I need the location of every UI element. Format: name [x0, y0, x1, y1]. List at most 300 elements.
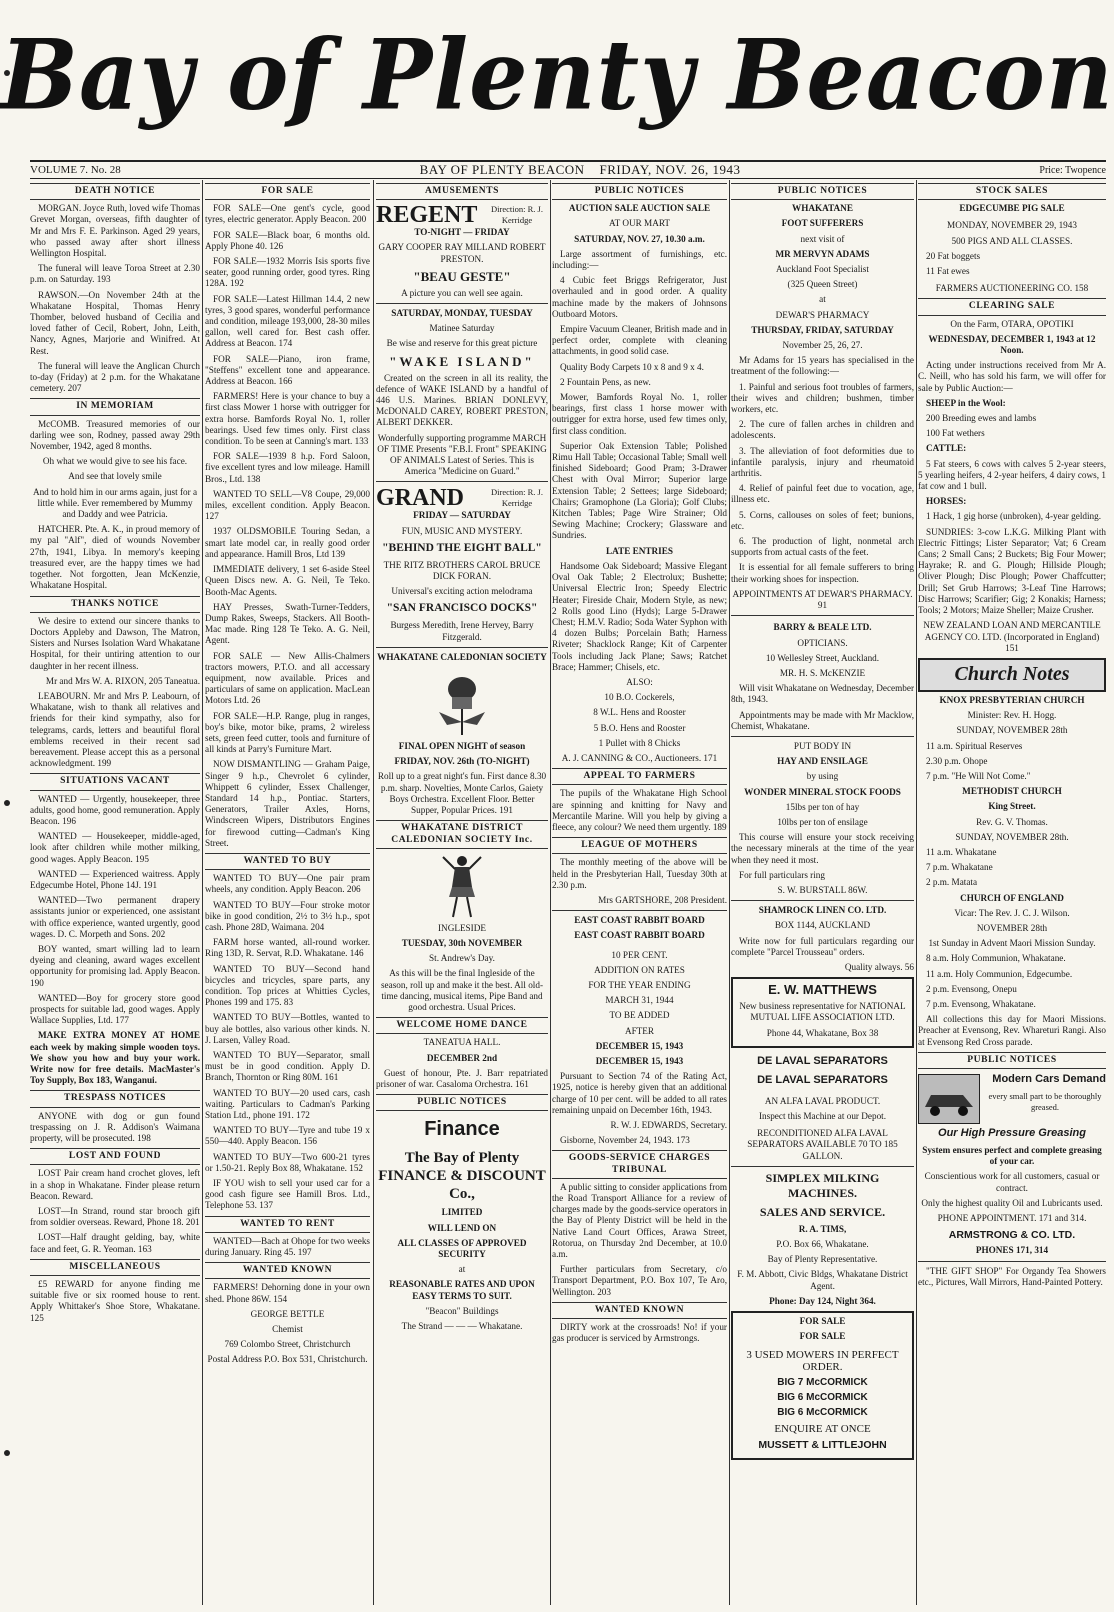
armstrong-heading: Modern Cars Demand: [992, 1072, 1106, 1085]
church-text: 11 a.m. Whakatane: [926, 846, 997, 857]
mower-model: BIG 6 McCORMICK: [777, 1392, 868, 1404]
column-3: [376, 180, 548, 1605]
film-listing: SATURDAY, MONDAY, TUESDAY: [391, 308, 533, 319]
finance-text: REASONABLE RATES AND UPON EASY TERMS TO SUIT.: [389, 1279, 535, 1301]
film-listing: Be wise and reserve for this great picture: [386, 338, 538, 349]
church-text: Rev. G. V. Thomas.: [976, 816, 1048, 827]
auction-text: 2 Fountain Pens, as new.: [560, 376, 651, 387]
section-heading: FOR SALE: [205, 183, 370, 200]
rates-text: Pursuant to Section 74 of the Rating Act, 1925, notice is hereby given that an additional charge of 10 per cent. will be added to all rates remaining unpaid on December 16th, 1943.: [552, 1071, 727, 1115]
section-heading: LEAGUE OF MOTHERS: [552, 837, 727, 854]
foot-ad-line: Auckland Foot Specialist: [776, 264, 869, 275]
column-rule: [729, 180, 730, 1605]
divider: [731, 1166, 914, 1167]
regent-title: REGENT: [376, 202, 478, 229]
finance-text: The Strand — — — Whakatane.: [401, 1320, 523, 1331]
church-text: 11 a.m. Spiritual Reserves: [926, 740, 1023, 751]
event-text: INGLESIDE: [438, 922, 486, 933]
rates-date: DECEMBER 15, 1943: [595, 1040, 684, 1051]
classified-ad: WANTED TO BUY—Tyre and tube 19 x 550—440. Apply Beacon. 156: [205, 1125, 370, 1147]
auction-text: 4 Cubic feet Briggs Refrigerator, Just overhauled and in good order. A quality machine made by the makers of Johnsons Outboard Motors.: [552, 275, 727, 319]
classified-ad: LOST—Half draught gelding, bay, white face and feet, G. R. Yeoman. 163: [30, 1232, 200, 1254]
stock-sale-date: MONDAY, NOVEMBER 29, 1943: [947, 220, 1077, 231]
notice-text: The pupils of the Whakatane High School are spinning and knitting for Navy and Mercantile Marine. Will you help by giving a fleece, any colour? We need them urgently. 189: [552, 788, 727, 832]
simplex-text: F. M. Abbott, Civic Bldgs, Whakatane District Agent.: [737, 1269, 908, 1291]
rabbit-board-heading: EAST COAST RABBIT BOARD: [574, 915, 705, 926]
advert-line: 769 Colombo Street, Christchurch: [224, 1339, 351, 1350]
simplex-text: Phone: Day 124, Night 364.: [769, 1295, 876, 1306]
stock-food-text: For full particulars ring: [739, 869, 825, 880]
verse-line: Oh what we would give to see his face.: [42, 456, 188, 467]
auction-text: Handsome Oak Sideboard; Massive Elegant Oval Oak Table; 2 Electrolux; Bushette; Universal Electric Iron; Speedy Electric Heater; Fireside Chair, Modern Style, as new; 2 Rolls good Lino (Hyds); Large 5-Drawer Chest; H.M.V. Radio; Soda Water Syphon with 4 dozen Bulbs; Porcelain Bath; Harness Riveter; Shacklock Range; Kit of Carpenter Tools including Jack Plane; Saws; Ratchet Brace; Hammer; Chisels, etc.: [552, 560, 727, 672]
classified-ad: WANTED — Housekeeper, middle-aged, look after children while mother milking, good wages. Apply Beacon. 195: [30, 831, 200, 864]
stock-food-text: 10lbs per ton of ensilage: [777, 816, 868, 827]
matthews-name: E. W. MATTHEWS: [768, 982, 877, 998]
film-listing: THE RITZ BROTHERS CAROL BRUCE DICK FORAN.: [383, 559, 541, 582]
armstrong-text: System ensures perfect and complete greasing of your car.: [922, 1144, 1102, 1167]
stock-food-text: WONDER MINERAL STOCK FOODS: [744, 786, 901, 797]
section-heading: STOCK SALES: [918, 183, 1106, 200]
event-text: As this will be the final Ingleside of the season, roll up and make it the best. All old-time dancing, musical items, Pipe Band and good orchestra. Usual Prices.: [380, 968, 544, 1012]
section-heading: PUBLIC NOTICES: [731, 183, 914, 200]
stock-sale-text: 20 Fat boggets: [926, 250, 981, 261]
divider: [376, 481, 548, 482]
classified-ad: FARMERS! Dehorning done in your own shed. Phone 86W. 154: [205, 1282, 370, 1304]
film-listing: TO-NIGHT — FRIDAY: [414, 227, 510, 238]
finance-text: LIMITED: [441, 1207, 483, 1218]
section-heading: WANTED KNOWN: [552, 1302, 727, 1319]
film-listing: Burgess Meredith, Irene Hervey, Barry Fitzgerald.: [390, 620, 534, 642]
foot-ad-line: WHAKATANE: [792, 203, 853, 214]
classified-ad: FOR SALE—One gent's cycle, good tyres, electric generator. Apply Beacon. 200: [205, 203, 370, 225]
notice-text: McCOMB. Treasured memories of our darling wee son, Rodney, passed away 29th November, 1942, aged 8 months.: [30, 418, 200, 452]
foot-ad-text: 6. The production of light, nonmetal arch supports from actual casts of the feet.: [731, 536, 914, 558]
event-text: Guest of honour, Pte. J. Barr repatriated prisoner of war. Casaloma Orchestra. 161: [376, 1067, 548, 1089]
section-heading: WELCOME HOME DANCE: [376, 1017, 548, 1034]
divider: [376, 303, 548, 304]
verse-line: And to hold him in our arms again, just for a little while. Ever remembered by Mummy and Daddy and wee Patricia.: [32, 486, 198, 520]
thistle-icon: [427, 667, 497, 737]
film-listing: FUN, MUSIC AND MYSTERY.: [401, 525, 523, 536]
notice-text: MORGAN. Joyce Ruth, loved wife Thomas Grevet Morgan, overseas, fifth daughter of Mr and Mrs F. E. Parkinson. Aged 29 years, who passed away after short illness Wellington Hospital.: [30, 203, 200, 259]
rabbit-board-heading: EAST COAST RABBIT BOARD: [574, 930, 705, 941]
section-heading: SITUATIONS VACANT: [30, 773, 200, 790]
armstrong-text: every small part to be thoroughly greased.: [988, 1090, 1102, 1113]
notice-text: DIRTY work at the crossroads! No! if your gas producer is serviced by Armstrongs.: [552, 1322, 727, 1344]
classified-ad: WANTED TO BUY—20 used cars, cash waiting. Particulars to Cadman's Parking Station Ltd., phone 191. 172: [205, 1087, 370, 1121]
de-laval-text: Inspect this Machine at our Depot.: [758, 1110, 887, 1121]
finance-text: ALL CLASSES OF APPROVED SECURITY: [397, 1237, 527, 1259]
stock-food-text: PUT BODY IN: [793, 740, 852, 751]
foot-ad-line: THURSDAY, FRIDAY, SATURDAY: [751, 324, 894, 335]
clearing-subheading: SHEEP in the Wool:: [926, 397, 1006, 408]
clearing-subheading: HORSES:: [926, 496, 967, 507]
auction-heading: AUCTION SALE AUCTION SALE: [568, 203, 711, 214]
foot-ad-text: It is essential for all female sufferers to bring their working shoes for inspection.: [731, 562, 914, 584]
event-text: Roll up to a great night's fun. First dance 8.30 p.m. sharp. Novelties, Monte Carlos, Gaiety Boys Orchestra. Excellent Floor. Better Supper, Popular Prices. 191: [377, 771, 547, 816]
mower-heading: FOR SALE: [799, 1316, 846, 1327]
linen-text: Quality always. 56: [844, 961, 914, 972]
foot-ad-line: FOOT SUFFERERS: [781, 218, 864, 229]
auction-text: 1 Pullet with 8 Chicks: [598, 737, 681, 748]
section-heading: WANTED TO BUY: [205, 853, 370, 870]
event-text: FINAL OPEN NIGHT of season: [398, 741, 526, 752]
church-text: King Street.: [988, 801, 1036, 812]
church-notes-banner: Church Notes: [918, 658, 1106, 692]
stock-food-text: This course will ensure your stock receiving the necessary minerals at the time of the year when they need it most.: [731, 832, 914, 865]
grand-title: GRAND: [376, 485, 464, 512]
mower-model: BIG 6 McCORMICK: [777, 1407, 868, 1419]
advert-line: Postal Address P.O. Box 531, Christchurch.: [207, 1354, 368, 1365]
matthews-ad: [731, 977, 914, 1048]
notice-signature: Mr and Mrs W. A. RIXON, 205 Taneatua.: [45, 675, 200, 686]
section-heading: TRESPASS NOTICES: [30, 1090, 200, 1107]
armstrong-ad: [918, 1072, 1106, 1257]
masthead-title: Bay of Plenty Beacon: [0, 18, 1114, 132]
classified-ad: FOR SALE—Piano, iron frame, "Steffens" excellent tone and appearance. Address at Beacon. 166: [205, 353, 370, 387]
auction-date: SATURDAY, NOV. 27, 10.30 a.m.: [574, 233, 705, 244]
classified-ad: FOR SALE—1932 Morris Isis sports five seater, good running order, good tyres. Ring 128A. 192: [205, 256, 370, 289]
classified-ad: WANTED TO BUY—Four stroke motor bike in good condition, 2½ to 3½ h.p., spot cash. Phone 28D, Waimana. 204: [205, 899, 370, 932]
foot-ad-text: 2. The cure of fallen arches in children and adolescents.: [731, 419, 914, 441]
auction-text: Quality Body Carpets 10 x 8 and 9 x 4.: [560, 361, 704, 372]
section-heading: PUBLIC NOTICES: [918, 1052, 1106, 1069]
classified-ad: WANTED TO BUY—Second hand bicycles and tricycles, spare parts, any condition. Top prices at Whitties Cycles, Phones 199 and 175. 83: [205, 963, 370, 1008]
foot-ad-text: APPOINTMENTS AT DEWAR'S PHARMACY. 91: [732, 588, 913, 611]
mower-text: ENQUIRE AT ONCE: [774, 1423, 871, 1436]
section-heading: DEATH NOTICE: [30, 183, 200, 200]
notice-text: We desire to extend our sincere thanks to Doctors Appleby and Dawson, The Matron, Sisters and Nurses Isolation Ward Whakatane Hospital, for their untiring attention to our daughter in her recent illness.: [30, 615, 200, 671]
church-text: SUNDAY, NOVEMBER 28th: [956, 725, 1068, 736]
church-name: KNOX PRESBYTERIAN CHURCH: [939, 694, 1085, 705]
armstrong-phone: PHONES 171, 314: [975, 1245, 1049, 1256]
section-heading: WANTED TO RENT: [205, 1216, 370, 1233]
clearing-date: WEDNESDAY, DECEMBER 1, 1943 at 12 Noon.: [928, 333, 1096, 356]
armstrong-name: ARMSTRONG & CO. LTD.: [948, 1229, 1076, 1242]
column-rule: [916, 180, 917, 1605]
notice-text: The funeral will leave the Anglican Church to-day (Friday) at 2 p.m. for the Whakatane cemetery. 207: [30, 360, 200, 394]
de-laval-text: AN ALFA LAVAL PRODUCT.: [764, 1095, 881, 1106]
classified-ad: WANTED—Two permanent drapery assistants junior or experienced, one assistant with office experience, wanted urgently, good wages. D. C. Morpeth and Sons. 202: [30, 895, 200, 939]
classified-ad: WANTED TO BUY—One pair pram wheels, any condition. Apply Beacon. 206: [205, 873, 370, 895]
foot-ad-text: 4. Relief of painful feet due to vocation, age, illness etc.: [731, 483, 914, 505]
armstrong-heading: Our High Pressure Greasing: [938, 1126, 1086, 1139]
section-heading: CLEARING SALE: [918, 298, 1106, 315]
dateline: [30, 160, 1106, 179]
classified-ad: WANTED—Boy for grocery store good prospects for suitable lad, good wages. Apply Wallace Supplies, Ltd. 177: [30, 992, 200, 1026]
column-4: [552, 180, 727, 1605]
rates-text: ADDITION ON RATES: [594, 964, 685, 975]
section-heading: APPEAL TO FARMERS: [552, 768, 727, 785]
armstrong-text: Only the highest quality Oil and Lubricants used.: [921, 1197, 1103, 1208]
church-text: 1st Sunday in Advent Maori Mission Sunday.: [928, 938, 1096, 949]
section-heading: WHAKATANE DISTRICT CALEDONIAN SOCIETY Inc.: [376, 820, 548, 848]
armstrong-text: Conscientious work for all customers, casual or contract.: [924, 1171, 1100, 1193]
issue-date: FRIDAY, NOV. 26, 1943: [599, 162, 741, 177]
church-text: NOVEMBER 28th: [976, 922, 1048, 933]
paper-name: BAY OF PLENTY BEACON: [419, 162, 585, 177]
section-heading: LOST AND FOUND: [30, 1148, 200, 1165]
simplex-text: Bay of Plenty Representative.: [767, 1254, 878, 1265]
film-listing: A picture you can well see again.: [401, 287, 523, 298]
classified-ad: FOR SALE—Black boar, 6 months old. Apply Phone 40. 126: [205, 229, 370, 251]
foot-ad-text: 5. Corns, callouses on soles of feet; bunions, etc.: [731, 509, 914, 531]
mower-text: 3 USED MOWERS IN PERFECT ORDER.: [746, 1349, 899, 1373]
grand-header: [376, 486, 548, 510]
event-heading: WHAKATANE CALEDONIAN SOCIETY: [377, 651, 547, 662]
church-text: SUNDAY, NOVEMBER 28th.: [955, 831, 1069, 842]
notice-text: Gisborne, November 24, 1943. 173: [560, 1135, 690, 1146]
advert-line: GEORGE BETTLE: [250, 1308, 325, 1319]
car-icon: [918, 1074, 980, 1124]
classified-ad: WANTED — Experienced waitress. Apply Edgecumbe Hotel, Phone 14J. 191: [30, 868, 200, 890]
mower-ad: [731, 1311, 914, 1460]
finance-text: at: [458, 1264, 466, 1275]
linen-text: Write now for full particulars regarding our complete "Parcel Trousseau" orders.: [731, 935, 914, 957]
stock-food-text: S. W. BURSTALL 86W.: [777, 884, 868, 895]
stock-sale-heading: EDGECUMBE PIG SALE: [959, 203, 1065, 214]
simplex-text: P.O. Box 66, Whakatane.: [776, 1239, 869, 1249]
optician-text: MR. H. S. McKENZIE: [779, 667, 866, 678]
divider: [918, 1261, 1106, 1262]
auction-text: AT OUR MART: [608, 218, 671, 229]
foot-ad-line: MR MERVYN ADAMS: [775, 248, 870, 259]
clearing-text: On the Farm, OTARA, OPOTIKI: [950, 318, 1074, 329]
classified-ad: LOST—In Strand, round star brooch gift from soldier overseas. Reward, Phone 18. 201: [30, 1206, 200, 1228]
church-text: 7 p.m. Whakatane: [926, 862, 993, 873]
finance-company: The Bay of Plenty FINANCE & DISCOUNT Co.,: [378, 1150, 546, 1203]
divider: [731, 900, 914, 901]
simplex-heading: SIMPLEX MILKING MACHINES.: [765, 1170, 880, 1200]
divider: [731, 615, 914, 616]
rates-text: 10 PER CENT.: [611, 949, 668, 960]
church-text: 2 p.m. Evensong, Onepu: [926, 983, 1017, 994]
auction-text: Superior Oak Extension Table; Polished Rimu Hall Table; Occasional Table; Small well finished Sideboard; Good Pram; 3-Drawer Chest with Oval Mirror; Superior large Extension Table; 2 Settees; large Sideboard; Chairs; Gramophone (La Gloria); Golf Clubs; Kitchen Tables; Page Wire Strainer; Old Sewing Machine; Crockery; Glassware and Sundries.: [552, 440, 727, 541]
film-listing: Created on the screen in all its reality, the defence of WAKE ISLAND by a handful of 446 U.S. Marines. BRIAN DONLEVY, McDONALD CAREY, ROBERT PRESTON, ALBERT DEKKER.: [376, 372, 548, 428]
column-6: [918, 180, 1106, 1605]
clearing-text: 100 Fat wethers: [926, 428, 985, 439]
de-laval-heading: DE LAVAL SEPARATORS: [757, 1054, 888, 1067]
foot-ad-text: 1. Painful and serious foot troubles of farmers, their wives and children; bushmen, timber workers, etc.: [731, 381, 914, 415]
finance-text: WILL LEND ON: [427, 1222, 497, 1233]
rates-text: AFTER: [624, 1025, 655, 1036]
divider: [731, 736, 914, 737]
linen-text: BOX 1144, AUCKLAND: [774, 920, 871, 931]
church-text: 2 p.m. Matata: [926, 877, 978, 888]
section-heading: IN MEMORIAM: [30, 398, 200, 415]
foot-ad-line: next visit of: [800, 233, 845, 244]
section-heading: WANTED KNOWN: [205, 1262, 370, 1279]
column-rule: [373, 180, 374, 1605]
classified-ad: WANTED TO BUY—Separator, small must be in good condition. Apply D. Branch, Thornton or Ring 80M. 161: [205, 1050, 370, 1083]
classified-ad: WANTED TO BUY—Bottles, wanted to buy ale bottles, also various other kinds. N. J. Larsen, Valley Road.: [205, 1012, 370, 1045]
section-heading: GOODS-SERVICE CHARGES TRIBUNAL: [552, 1150, 727, 1178]
linen-heading: SHAMROCK LINEN CO. LTD.: [758, 905, 887, 916]
classified-ad: NOW DISMANTLING — Graham Paige, Singer 9 h.p., Chevrolet 6 cylinder, Whippett 6 cylinder, Essex Challenger, Standard 14 h.p., Pontiac. Starters, Generators, Trailer Axles, Horns, Windscreen Wipers, Distributors Engines for firewood cutting—Cadman's King Street.: [205, 759, 370, 848]
notice-text: LEABOURN. Mr and Mrs P. Leabourn, of Whakatane, wish to thank all relatives and friends for their kind sympathy, also for telegrams, cards, letters and beautiful floral emblems received in their recent sad bereavement. Please accept this as a personal acknowledgment. 199: [30, 690, 200, 769]
binding-hole-mark: [4, 800, 10, 806]
film-listing: GARY COOPER RAY MILLAND ROBERT PRESTON.: [378, 242, 546, 264]
optician-text: Appointments may be made with Mr Macklow, Chemist, Whakatane.: [731, 709, 914, 731]
section-heading: THANKS NOTICE: [30, 596, 200, 613]
divider: [376, 647, 548, 648]
film-title: "SAN FRANCISCO DOCKS": [386, 602, 538, 615]
notice-text: HATCHER. Pte. A. K., in proud memory of my pal "Alf", died of wounds November 27th, 1941, Libya. In memory's keeping treasured ever, are the happy times we had together. Not forgotten, Jean McKenzie, Whakatane Hospital.: [30, 524, 200, 591]
regent-director: Direction: R. J. Kerridge: [491, 204, 543, 226]
volume-number: VOLUME 7. No. 28: [30, 164, 121, 176]
classified-ad: ANYONE with dog or gun found trespassing on J. R. Addison's Waimana property, will be prosecuted. 198: [30, 1110, 200, 1144]
armstrong-text: PHONE APPOINTMENT. 171 and 314.: [937, 1213, 1087, 1223]
classified-ad: 1937 OLDSMOBILE Touring Sedan, a smart late model car, in really good order and appearance. Hamill Bros, Ltd 139: [205, 526, 370, 559]
optician-heading: BARRY & BEALE LTD.: [773, 622, 872, 633]
optician-text: OPTICIANS.: [797, 637, 848, 648]
masthead: [0, 0, 1114, 160]
auction-text: 10 B.O. Cockerels,: [604, 692, 675, 703]
notice-text: A public sitting to consider applications from the Road Transport Alliance for a review of charges made by the goods-service operators in the Bay of Plenty District will be held in the Native Land Court Offices, Arawa Street, Rotorua, on Thursday 2nd December, at 10.0 a.m.: [552, 1181, 727, 1260]
film-listing: Matinee Saturday: [429, 323, 495, 334]
event-date: TUESDAY, 30th NOVEMBER: [401, 937, 523, 948]
foot-ad-line: November 25, 26, 27.: [782, 340, 863, 351]
auction-text: ALSO:: [626, 676, 653, 687]
rates-date: DECEMBER 15, 1943: [595, 1056, 684, 1066]
auction-text: Mower, Bamfords Royal No. 1, roller bearings, first class 1 horse mower with outrigger for extra horse, used few times only, first class condition.: [552, 392, 727, 436]
event-text: TANEATUA HALL.: [423, 1037, 501, 1048]
classified-ad: FOR SALE—H.P. Range, plug in ranges, boy's bike, motor bike, prams, 2 wireless sets, green feed cutter, tools and furniture of all kinds at Parry's Furniture Mart.: [205, 710, 370, 755]
clearing-text: 200 Breeding ewes and lambs: [926, 413, 1037, 424]
church-text: All collections this day for Maori Missions. Preacher at Evensong, Rev. Whareturi Rangi. Also at Evensong Red Cross parade.: [918, 1014, 1106, 1047]
foot-ad-line: DEWAR'S PHARMACY: [775, 309, 870, 320]
mower-dealer: MUSSETT & LITTLEJOHN: [758, 1438, 887, 1451]
rates-text: FOR THE YEAR ENDING: [588, 979, 691, 990]
film-title: "WAKE ISLAND": [389, 353, 535, 369]
clearing-subheading: CATTLE:: [926, 443, 967, 454]
auction-text: Large assortment of furnishings, etc. including:—: [552, 248, 727, 271]
classified-ad: FOR SALE—1939 8 h.p. Ford Saloon, five excellent tyres and low mileage. Hamill Bros., Ltd. 138: [205, 451, 370, 484]
finance-heading: Finance: [424, 1118, 500, 1141]
column-5: [731, 180, 914, 1605]
de-laval-heading: DE LAVAL SEPARATORS: [757, 1073, 888, 1086]
stock-sale-text: 500 PIGS AND ALL CLASSES.: [951, 235, 1073, 246]
classified-ad: HAY Presses, Swath-Turner-Tedders, Dump Rakes, Sweeps, Stackers. All Booth-Mac made. Ring 128 Te Teko. A. G. Neil, Agent.: [205, 601, 370, 646]
notice-text: Further particulars from Secretary, c/o Transport Department, P.O. Box 107, Te Aro, Wellington. 203: [552, 1264, 727, 1297]
rates-text: MARCH 31, 1944: [605, 995, 674, 1006]
simplex-text: R. A. TIMS,: [798, 1223, 847, 1234]
stock-sale-text: 11 Fat ewes: [926, 266, 970, 277]
notice-text: The monthly meeting of the above will be held in the Presbyterian Hall, Tuesday 30th at 2.30 p.m.: [552, 857, 727, 890]
film-listing: Wonderfully supporting programme MARCH OF TIME Presents "F.B.I. Front" SPEAKING OF ANIMALS Latest of Series. This is America "Medicine on Guard.": [377, 432, 547, 477]
church-name: CHURCH OF ENGLAND: [960, 892, 1064, 903]
foot-ad-line: (325 Queen Street): [787, 279, 858, 290]
section-heading: MISCELLANEOUS: [30, 1259, 200, 1276]
classified-ad: WANTED—Bach at Ohope for two weeks during January. Ring 45. 197: [205, 1235, 370, 1258]
classified-ad: LOST Pair cream hand crochet gloves, left in a shop in Whakatane. Finder please return Beacon. Reward.: [30, 1168, 200, 1201]
simplex-heading: SALES AND SERVICE.: [759, 1204, 886, 1219]
section-heading: PUBLIC NOTICES: [376, 1094, 548, 1111]
classified-ad: MAKE EXTRA MONEY AT HOME each week by making simple wooden toys. We show you how and buy your work. Write now for free details. MacMaster's Toy Supply, Box 183, Wanganui.: [30, 1030, 200, 1086]
church-text: Vicar: The Rev. J. C. J. Wilson.: [954, 907, 1070, 918]
rates-text: TO BE ADDED: [609, 1010, 670, 1021]
classified-ad: FOR SALE—Latest Hillman 14.4, 2 new tyres, 3 good spares, wonderful performance and condition, mileage 193,000, 28-30 miles gallon, well cared for. Best cash offer. Address at Beacon. 174: [205, 293, 370, 349]
church-name: METHODIST CHURCH: [962, 786, 1062, 797]
notice-signature: R. W. J. EDWARDS, Secretary.: [610, 1120, 727, 1131]
event-date: DECEMBER 2nd: [426, 1052, 498, 1063]
column-rule: [550, 180, 551, 1605]
film-listing: FRIDAY — SATURDAY: [413, 510, 511, 521]
classified-ad: FARM horse wanted, all-round worker. Ring 13D, R. Servat, R.D. Whakatane. 146: [205, 937, 370, 959]
notice-signature: Mrs GARTSHORE, 208 President.: [598, 894, 727, 905]
stock-food-text: 15lbs per ton of hay: [785, 801, 860, 812]
mower-heading: FOR SALE: [799, 1331, 846, 1342]
church-text: 2.30 p.m. Ohope: [926, 755, 988, 766]
clearing-agent: NEW ZEALAND LOAN AND MERCANTILE AGENCY CO. LTD. (Incorporated in England) 151: [923, 620, 1101, 653]
clearing-text: 5 Fat steers, 6 cows with calves 5 2-year steers, 5 yearling heifers, 4 2-year heifers, 4 dairy cows, 1 fat cow and 1 bull.: [918, 458, 1106, 492]
classified-ad: IF YOU wish to sell your used car for a good cash figure see Hamill Bros. Ltd., Telephone 53. 137: [205, 1178, 370, 1211]
mower-model: BIG 7 McCORMICK: [777, 1376, 868, 1388]
foot-ad-line: at: [819, 294, 826, 305]
classified-ad: WANTED — Urgently, housekeeper, three adults, good home, good remuneration. Apply Beacon. 196: [30, 793, 200, 826]
binding-hole-mark: [4, 1450, 10, 1456]
auction-text: 8 W.L. Hens and Rooster: [593, 707, 686, 718]
classified-ad: FARMERS! Here is your chance to buy a first class Mower 1 horse with outrigger for extra horse. Bamfords Royal No. 1, roller bearings. Used few times only. First class condition. To be seen at Canning's mart. 133: [205, 391, 370, 447]
advert-line: Chemist: [272, 1324, 303, 1335]
foot-ad-text: 3. The alleviation of foot deformities due to infantile paralysis, injury and rheumatoid arthritis.: [731, 445, 914, 479]
classified-ad: £5 REWARD for anyone finding me suitable five or six roomed house to rent. Apply Whittaker's Shoe Store, Whakatane. 125: [30, 1279, 200, 1323]
matthews-text: New business representative for NATIONAL MUTUAL LIFE ASSOCIATION LTD.: [739, 1001, 906, 1023]
event-date: FRIDAY, NOV. 26th (TO-NIGHT): [394, 756, 530, 767]
event-text: St. Andrew's Day.: [429, 953, 495, 964]
auction-text: Empire Vacuum Cleaner, British made and in perfect order, complete with cleaning attachments, in good solid case.: [552, 324, 727, 357]
film-listing: Universal's exciting action melodrama: [391, 586, 533, 597]
column-rule: [202, 180, 203, 1605]
regent-header: [376, 203, 548, 227]
optician-text: Will visit Whakatane on Wednesday, December 8th, 1943.: [731, 683, 914, 705]
stock-food-text: HAY AND ENSILAGE: [777, 756, 868, 767]
church-text: 8 a.m. Holy Communion, Whakatane.: [926, 953, 1066, 964]
finance-text: "Beacon" Buildings: [425, 1305, 499, 1316]
matthews-text: Phone 44, Whakatane, Box 38: [766, 1027, 879, 1038]
section-heading: PUBLIC NOTICES: [552, 183, 727, 200]
notice-text: RAWSON.—On November 24th at the Whakatane Hospital, Thomas Henry Thomber, beloved husband of Cecilia and loved father of Cecil, Robert, John, Leith, Nancy, Agnes, Marjorie and Winifred. At Rest.: [30, 289, 200, 356]
classified-ad: IMMEDIATE delivery, 1 set 6-aside Steel Queen Discs new. A. G. Neil, Te Teko. Booth-Mac Agents.: [205, 564, 370, 597]
optician-text: 10 Wellesley Street, Auckland.: [765, 652, 880, 663]
church-text: Minister: Rev. H. Hogg.: [967, 710, 1057, 721]
church-text: 7 p.m. "He Will Not Come.": [926, 770, 1031, 781]
column-2: [205, 180, 370, 1605]
church-text: 11 a.m. Holy Communion, Edgecumbe.: [926, 968, 1073, 979]
notice-text: The funeral will leave Toroa Street at 2.30 p.m. on Saturday. 193: [30, 263, 200, 285]
auctioneer: FARMERS AUCTIONEERING CO. 158: [935, 283, 1089, 294]
grand-director: Direction: R. J. Kerridge: [491, 487, 543, 509]
clearing-text: Acting under instructions received from Mr A. C. Neill, who has sold his farm, we will offer for sale by Public Auction:—: [918, 360, 1106, 393]
classified-ad: WANTED TO SELL—V8 Coupe, 29,000 miles, excellent condition. Apply Beacon. 127: [205, 488, 370, 522]
price: Price: Twopence: [1039, 164, 1106, 176]
foot-ad-text: Mr Adams for 15 years has specialised in the treatment of the following:—: [731, 355, 914, 377]
highland-dancer-icon: [437, 853, 487, 919]
classified-ad: BOY wanted, smart willing lad to learn dyeing and cleaning, award wages excellent opportunity for promising lad. Apply Beacon. 190: [30, 943, 200, 988]
column-1: [30, 180, 200, 1605]
film-title: "BEHIND THE EIGHT BALL": [382, 541, 542, 554]
auction-subheading: LATE ENTRIES: [606, 545, 673, 556]
verse-line: And see that lovely smile: [68, 471, 162, 482]
dateline-center: [420, 162, 741, 178]
gift-shop-text: "THE GIFT SHOP" For Organdy Tea Showers etc., Pictures, Wall Mirrors, Hand-Painted Pottery.: [918, 1265, 1106, 1287]
classified-ad: WANTED TO BUY—Two 600-21 tyres or 1.50-21. Reply Box 88, Whakatane. 152: [205, 1151, 370, 1173]
auctioneer: A. J. CANNING & CO., Auctioneers. 171: [561, 752, 718, 763]
stock-food-text: by using: [806, 771, 839, 782]
divider: [552, 910, 727, 911]
de-laval-text: RECONDITIONED ALFA LAVAL SEPARATORS AVAILABLE 70 TO 185 GALLON.: [747, 1128, 898, 1161]
clearing-text: 1 Hack, 1 gig horse (unbroken), 4-year gelding.: [926, 511, 1102, 522]
